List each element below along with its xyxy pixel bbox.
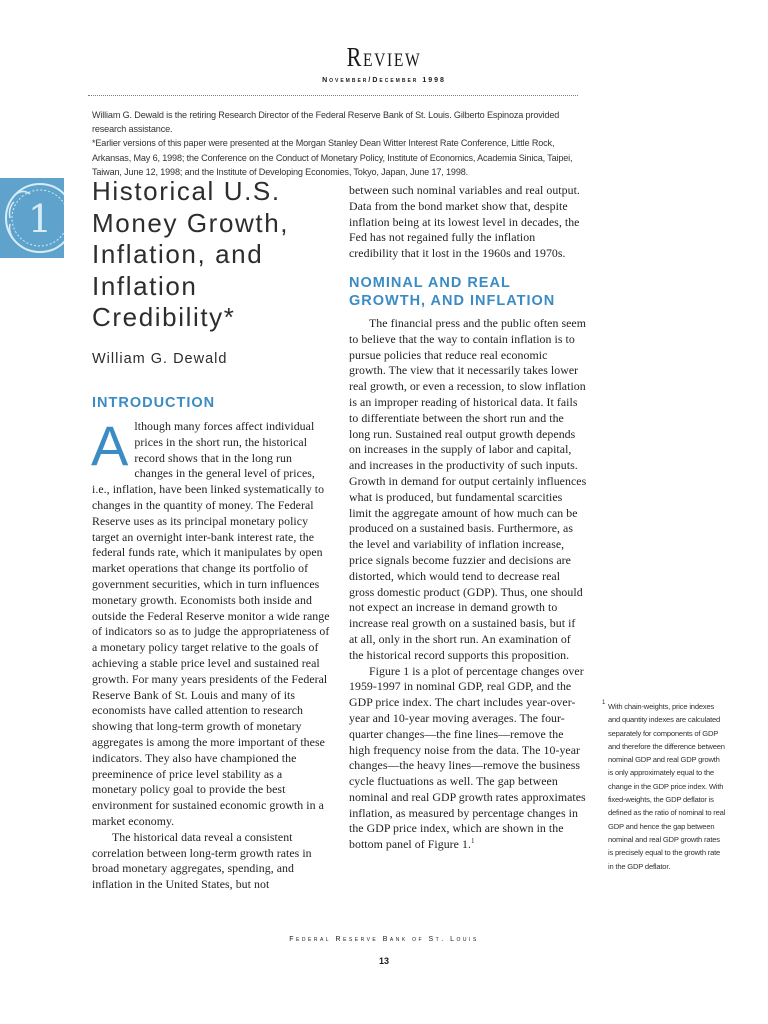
nominal-paragraph-2	[349, 664, 587, 854]
author-affiliation-note: William G. Dewald is the retiring Research Director of the Federal Reserve Bank of St. Louis. Gilberto Espinoza provided research assistance.	[92, 110, 560, 135]
footnote-1	[602, 700, 726, 873]
intro-paragraph-1-text: lthough many forces affect individual prices in the short run, the historical record shows that in the long run changes in the general level of prices, i.e., inflation, have been linked systematically to changes in the quantity of money. The Federal Reserve uses as its principal monetary policy target an overnight inter-bank interest rate, the federal funds rate, which it manipulates by open market operations that change its portfolio of government securities, which in turn influences monetary growth. Economists both inside and outside the Federal Reserve monitor a wide range of indicators so as to judge the appropriateness of a monetary policy target relative to the goals of achieving a stable price level and sustained real growth. For many years presidents of the Federal Reserve Bank of St. Louis and many of its economists have called attention to research showing that long-term growth of monetary aggregates is among the more important of these indicators. They also have championed the preeminence of price level stability as a monetary policy goal to provide the best environment for sustained economic growth in a market economy.	[92, 419, 330, 828]
header-divider	[88, 95, 578, 96]
article-author: William G. Dewald	[92, 351, 228, 367]
seal-numeral: 1	[27, 197, 53, 241]
section-heading-nominal-real-growth: NOMINAL AND REAL GROWTH, AND INFLATION	[349, 274, 556, 310]
author-note	[92, 108, 592, 179]
nominal-paragraph-2-text: Figure 1 is a plot of percentage changes over 1959-1997 in nominal GDP, real GDP, and the GDP price index. The chart includes year-over-year and 10-year moving averages. The four-quarter changes—the fine lines—remove the high frequency noise from the data. The 10-year changes—the heavy lines—remove the business cycle fluctuations as well. The gap between nominal and real GDP growth rates approximates inflation, as measured by percentage changes in the GDP price index, which are shown in the bottom panel of Figure 1.	[349, 663, 586, 852]
section-heading-introduction: INTRODUCTION	[92, 395, 216, 411]
drop-cap: A	[91, 414, 129, 477]
footnote-marker: 1	[602, 700, 606, 706]
publisher-footer: Federal Reserve Bank of St. Louis	[289, 936, 479, 943]
footnote-text: With chain-weights, price indexes and quantity indexes are calculated separately for components of GDP and therefore the difference between nominal GDP and real GDP growth is only approximately equal to the change in the GDP price index. With fixed-weights, the GDP deflator is defined as the ratio of nominal to real GDP and hence the gap between nominal and real GDP growth rates is precisely equal to the growth rate in the GDP deflator.	[608, 702, 726, 871]
issue-date: November/December 1998	[322, 77, 446, 84]
conference-note: *Earlier versions of this paper were presented at the Morgan Stanley Dean Witter Interest Rate Conference, Little Rock, Arkansas, May 6, 1998; the Conference on the Conduct of Monetary Policy, Institute of Economics, Academia Sinica, Taipei, Taiwan, June 12, 1998; and the Institute of Developing Economies, Tokyo, Japan, June 17, 1998.	[92, 138, 573, 177]
journal-masthead: Review	[346, 42, 422, 72]
intro-paragraph-2: The historical data reveal a consistent correlation between long-term growth rates in broad monetary aggregates, spending, and inflation in the United States, but not	[92, 829, 312, 892]
page-number: 13	[378, 956, 389, 966]
seal-icon	[0, 178, 64, 258]
footnote-reference: 1	[470, 837, 475, 846]
nominal-paragraph-1: The financial press and the public often seem to believe that the way to contain inflation is to pursue policies that reduce real economic growth. The view that it necessarily takes lower real growth, or even a recession, to slow inflation is an improper reading of historical data. It fails to differentiate between the short run and the long run. Sustained real output growth depends on increases in the supply of labor and capital, and increases in the productivity of such inputs. Growth in demand for output certainly influences what is produced, but fundamental scarcities limit the aggregate amount of how much can be produced on a sustained basis. Furthermore, as the level and variability of inflation increase, price signals become fuzzier and decisions are distorted, which would tend to decrease real gross domestic product (GDP). Thus, one should not expect an increase in demand growth to increase real growth on a sustained basis, but if at all, only in the short run. An examination of the historical record supports this proposition.	[349, 315, 587, 662]
continued-paragraph: between such nominal variables and real output. Data from the bond market show that, despite inflation being at its lowest level in decades, the Fed has not regained fully the inflation credibility that it lost in the 1960s and 1970s.	[349, 183, 580, 261]
intro-paragraph-1	[91, 414, 330, 830]
column-2	[349, 183, 587, 853]
column-1	[91, 414, 330, 893]
fed-seal-logo	[0, 178, 64, 258]
article-title: Historical U.S. Money Growth, Inflation, and Inflation Credibility*	[92, 176, 290, 332]
